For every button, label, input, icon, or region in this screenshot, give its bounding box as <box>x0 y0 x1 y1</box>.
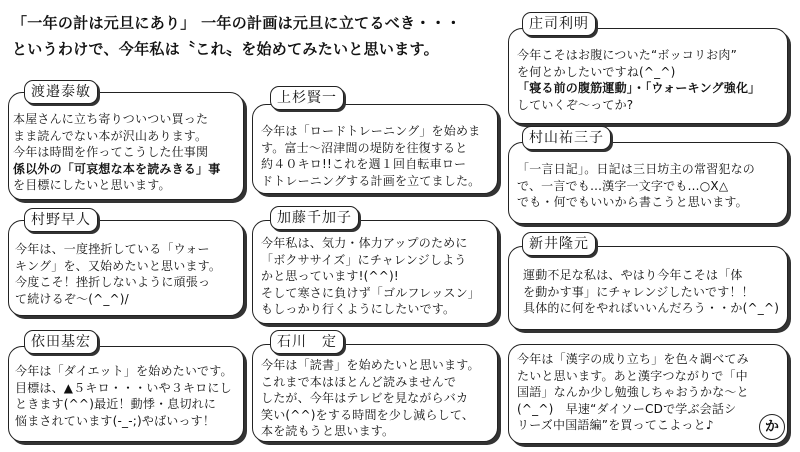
card-line: 今年は「読書」を始めたいと思います。 <box>261 358 480 372</box>
ka-badge: か <box>759 414 785 440</box>
card-yoda <box>8 346 244 442</box>
card-body <box>261 123 480 189</box>
card-line: 目標は、▲５キロ・・・いや３キロにし <box>15 380 232 395</box>
card-line: 本を読もうと思います。 <box>261 424 395 439</box>
card-body <box>261 235 480 318</box>
card-line: で、一言でも…漢字一文字でも…○X△ <box>517 178 729 193</box>
card-body <box>517 161 755 211</box>
card-kato <box>252 220 498 324</box>
card-line: 具体的に何をやればいいんだろう・・か(^_^) <box>523 301 780 316</box>
name-tag-yoda: 依田基宏 <box>24 330 98 354</box>
card-line: 係以外の「可哀想な本を読みきる」事 <box>13 161 221 176</box>
card-body <box>15 241 221 307</box>
card-uesugi <box>252 104 498 194</box>
card-line: したが、今年はテレビを見ながらバカ <box>261 391 469 406</box>
card-body <box>517 47 760 113</box>
card-body <box>15 363 233 429</box>
card-murayama <box>508 142 788 224</box>
card-line: 「ボクササイズ」にチャレンジしよう <box>261 252 467 267</box>
card-line: ときます(^^)最近！動悸・息切れに <box>15 397 217 412</box>
card-line: を何とかしたいですね(^_^) <box>517 64 676 79</box>
card-line: (^_^) 早速“ダイソーCDで学ぶ会話シ <box>517 401 737 416</box>
card-ishikawa <box>252 344 498 442</box>
card-line: たいと思います。あと漢字つながりで「中 <box>517 368 748 383</box>
card-line: リーズ中国語編”を買ってこよっと♪ <box>517 418 714 433</box>
card-body <box>261 357 480 440</box>
card-line: でも・何でもいいから書こうと思います。 <box>517 195 748 210</box>
name-tag-shoji: 庄司利明 <box>522 12 596 36</box>
card-line: 運動不足な私は、やはり今年こそは「体 <box>523 268 743 282</box>
card-watanabe <box>8 92 244 200</box>
card-kanji <box>508 344 788 444</box>
card-line: 今年こそはお腹についた“ボッコリお肉” <box>517 48 737 62</box>
card-line: を動かす事」にチャレンジしたいです！！ <box>523 284 754 299</box>
card-line: まま読んでない本が沢山あります。 <box>13 128 208 143</box>
card-body <box>523 267 779 317</box>
card-line: キング」を、又始めたいと思います。 <box>15 258 222 273</box>
card-body <box>13 111 220 194</box>
name-tag-murano: 村野早人 <box>24 208 98 232</box>
card-line: 国語」なんか少し勉強しちゃおうかな～と <box>517 385 749 400</box>
card-body <box>517 351 749 434</box>
name-tag-murayama: 村山祐三子 <box>522 126 611 150</box>
card-line: 今年は「ダイエット」を始めたいです。 <box>15 364 233 378</box>
name-tag-ishikawa: 石川 定 <box>270 330 344 354</box>
card-line: を目標にしたいと思います。 <box>13 178 171 193</box>
card-line: していくぞ～ってか? <box>517 97 634 112</box>
card-line: 今年は時間を作ってこうした仕事関 <box>13 145 209 160</box>
card-line: 約４０キロ!!これを週１回自転車ロー <box>261 157 467 172</box>
card-line: 「寝る前の腹筋運動」・「ウォーキング強化」 <box>517 81 761 96</box>
card-shoji <box>508 28 788 124</box>
name-tag-watanabe: 渡邉泰敏 <box>24 80 98 104</box>
name-tag-uesugi: 上杉賢一 <box>270 86 344 110</box>
card-line: 笑い(^^)をする時間を少し減らして、 <box>261 407 475 422</box>
name-tag-arai: 新井隆元 <box>522 232 596 256</box>
headline-line-2: というわけで、今年私は〝これ〟を始めてみたいと思います。 <box>12 40 439 58</box>
card-arai <box>508 246 788 330</box>
card-line: 今年は「ロードトレーニング」を始めま <box>261 124 481 138</box>
card-line: もしっかり行くようにしたいです。 <box>261 302 456 317</box>
card-line: 本屋さんに立ち寄りついつい買った <box>13 112 209 126</box>
card-line: 「一言日記」。日記は三日坊主の常習犯なの <box>517 162 756 176</box>
card-line: 今年は「漢字の成り立ち」を色々調べてみ <box>517 352 749 366</box>
card-line: そして寒さに負けず「ゴルフレッスン」 <box>261 285 481 300</box>
headline-line-1: 「一年の計は元旦にあり」 一年の計画は元旦に立てるべき・・・ <box>12 14 462 32</box>
card-line: す。富士～沼津間の堤防を往復すると <box>261 140 468 155</box>
card-murano <box>8 220 244 316</box>
card-line: これまで本はほとんど読みませんで <box>261 374 457 389</box>
card-line: 悩まされています(-_-;)やばいっす！ <box>15 413 216 428</box>
card-line: 今年私は、気力・体力アップのために <box>261 236 468 250</box>
card-line: 今度こそ！挫折しないように頑張っ <box>15 275 211 290</box>
card-line: て続けるぞ～(^_^)/ <box>15 291 129 306</box>
name-tag-kato: 加藤千加子 <box>270 206 359 230</box>
card-line: ドトレーニングする計画を立てました。 <box>261 173 481 188</box>
card-line: かと思っています!(^^)! <box>261 269 399 284</box>
card-line: 今年は、一度挫折している「ウォー <box>15 242 210 256</box>
